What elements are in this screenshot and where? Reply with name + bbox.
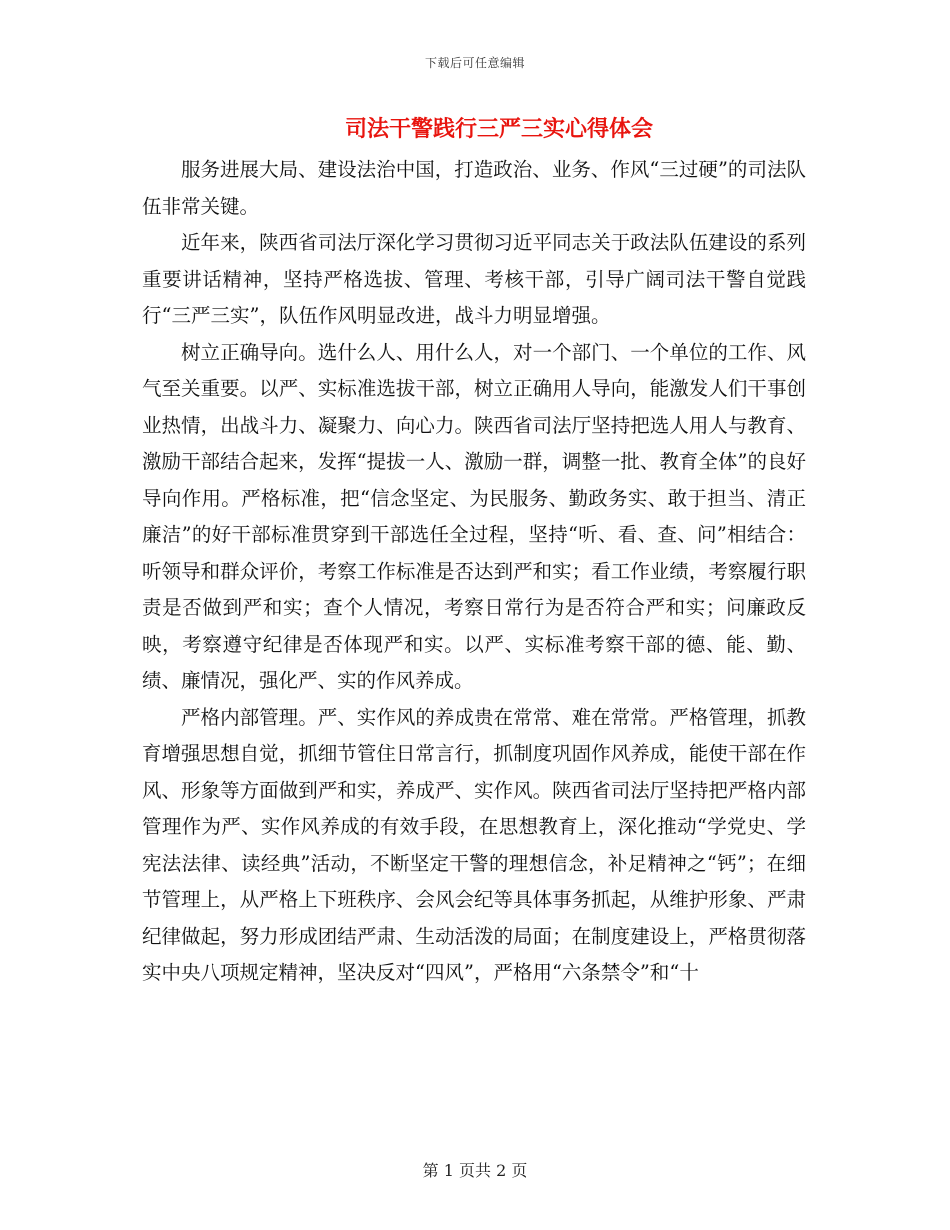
document-title: 司法干警践行三严三实心得体会 (344, 116, 653, 142)
paragraph: 近年来，陕西省司法厅深化学习贯彻习近平同志关于政法队伍建设的系列重要讲话精神，坚持严格选拔、管理、考核干部，引导广阔司法干警自觉践行“三严三实”，队伍作风明显改进，战斗力明显增强。 (142, 231, 806, 327)
paragraph: 服务进展大局、建设法治中国，打造政治、业务、作风“三过硬”的司法队伍非常关键。 (142, 158, 806, 218)
paragraph: 严格内部管理。严、实作风的养成贵在常常、难在常常。严格管理，抓教育增强思想自觉，抓细节管住日常言行，抓制度巩固作风养成，能使干部在作风、形象等方面做到严和实，养成严、实作风。陕西省司法厅坚持把严格内部管理作为严、实作风养成的有效手段，在思想教育上，深化推动“学党史、学宪法法律、读经典”活动，不断坚定干警的理想信念，补足精神之“钙”；在细节管理上，从严格上下班秩序、会风会纪等具体事务抓起，从维护形象、严肃纪律做起，努力形成团结严肃、生动活泼的局面；在制度建设上，严格贯彻落实中央八项规定精神，坚决反对“四风”，严格用“六条禁令”和“十 (142, 705, 806, 984)
paragraph: 树立正确导向。选什么人、用什么人，对一个部门、一个单位的工作、风气至关重要。以严、实标准选拔干部，树立正确用人导向，能激发人们干事创业热情，出战斗力、凝聚力、向心力。陕西省司法厅坚持把选人用人与教育、激励干部结合起来，发挥“提拔一人、激励一群，调整一批、教育全体”的良好导向作用。严格标准，把“信念坚定、为民服务、勤政务实、敢于担当、清正廉洁”的好干部标准贯穿到干部选任全过程，坚持“听、看、查、问”相结合：听领导和群众评价，考察工作标准是否达到严和实；看工作业绩，考察履行职责是否做到严和实；查个人情况，考察日常行为是否符合严和实；问廉政反映，考察遵守纪律是否体现严和实。以严、实标准考察干部的德、能、勤、绩、廉情况，强化严、实的作风养成。 (142, 340, 806, 692)
document-body (142, 152, 806, 992)
page-number-footer: 第 1 页共 2 页 (422, 1161, 528, 1180)
page-header-note: 下载后可任意编辑 (424, 56, 525, 70)
